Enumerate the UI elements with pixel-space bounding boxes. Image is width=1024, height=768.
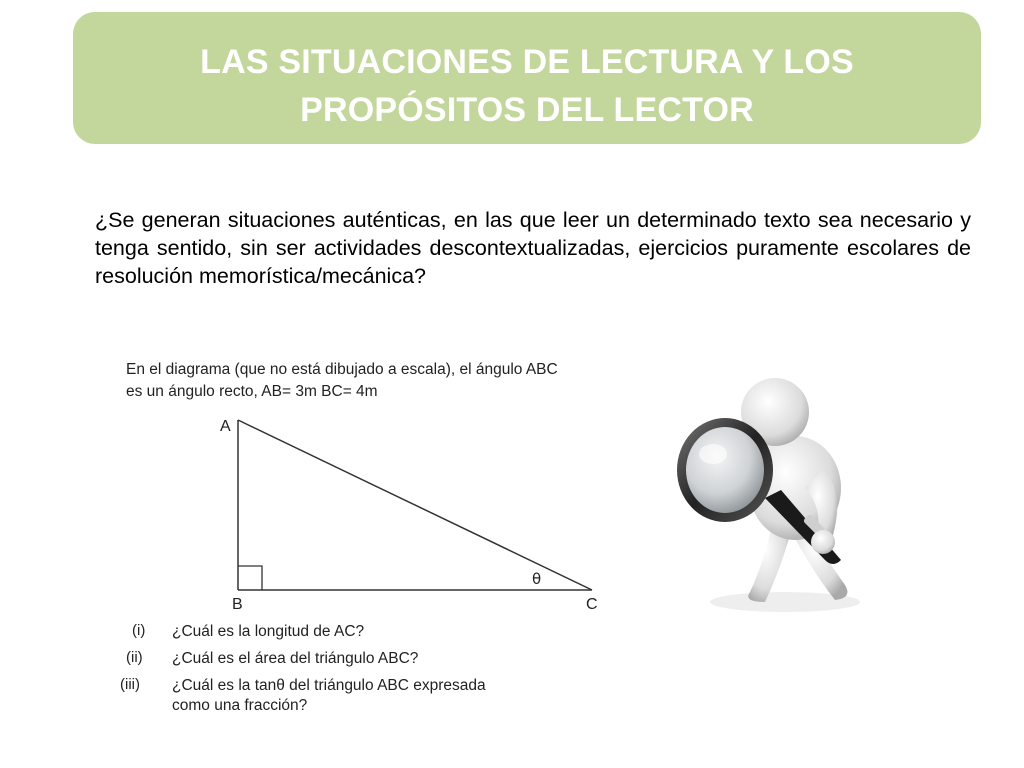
question-1-text: ¿Cuál es la longitud de AC? <box>172 623 365 640</box>
slide-title <box>73 38 981 134</box>
vertex-b-label: B <box>232 596 243 613</box>
problem-intro-line-2: es un ángulo recto, AB= 3m BC= 4m <box>126 383 378 400</box>
right-angle-mark <box>238 566 262 590</box>
person-with-magnifying-glass-icon <box>655 370 895 630</box>
question-2-text: ¿Cuál es el área del triángulo ABC? <box>172 650 419 667</box>
vertex-c-label: C <box>586 596 598 613</box>
problem-intro-line-1: En el diagrama (que no está dibujado a escala), el ángulo ABC <box>126 361 558 378</box>
body-paragraph: ¿Se generan situaciones auténticas, en las que leer un determinado texto sea necesario y tenga sentido, sin ser actividades descontextualizadas, ejercicios puramente escolares de resolución memorística/mecánica? <box>95 208 971 288</box>
math-problem-image <box>120 358 680 718</box>
title-line-2: PROPÓSITOS DEL LECTOR <box>300 91 754 129</box>
vertex-a-label: A <box>220 418 231 435</box>
side-ac <box>238 420 592 590</box>
title-line-1: LAS SITUACIONES DE LECTURA Y LOS <box>200 43 854 81</box>
title-banner <box>73 12 981 144</box>
theta-label: θ <box>532 570 542 588</box>
question-1-number: (i) <box>132 622 146 639</box>
question-3-text-line-2: como una fracción? <box>172 697 308 714</box>
question-2-number: (ii) <box>126 649 143 666</box>
question-3-text-line-1: ¿Cuál es la tanθ del triángulo ABC expresada <box>172 677 486 694</box>
question-3-number: (iii) <box>120 676 140 693</box>
